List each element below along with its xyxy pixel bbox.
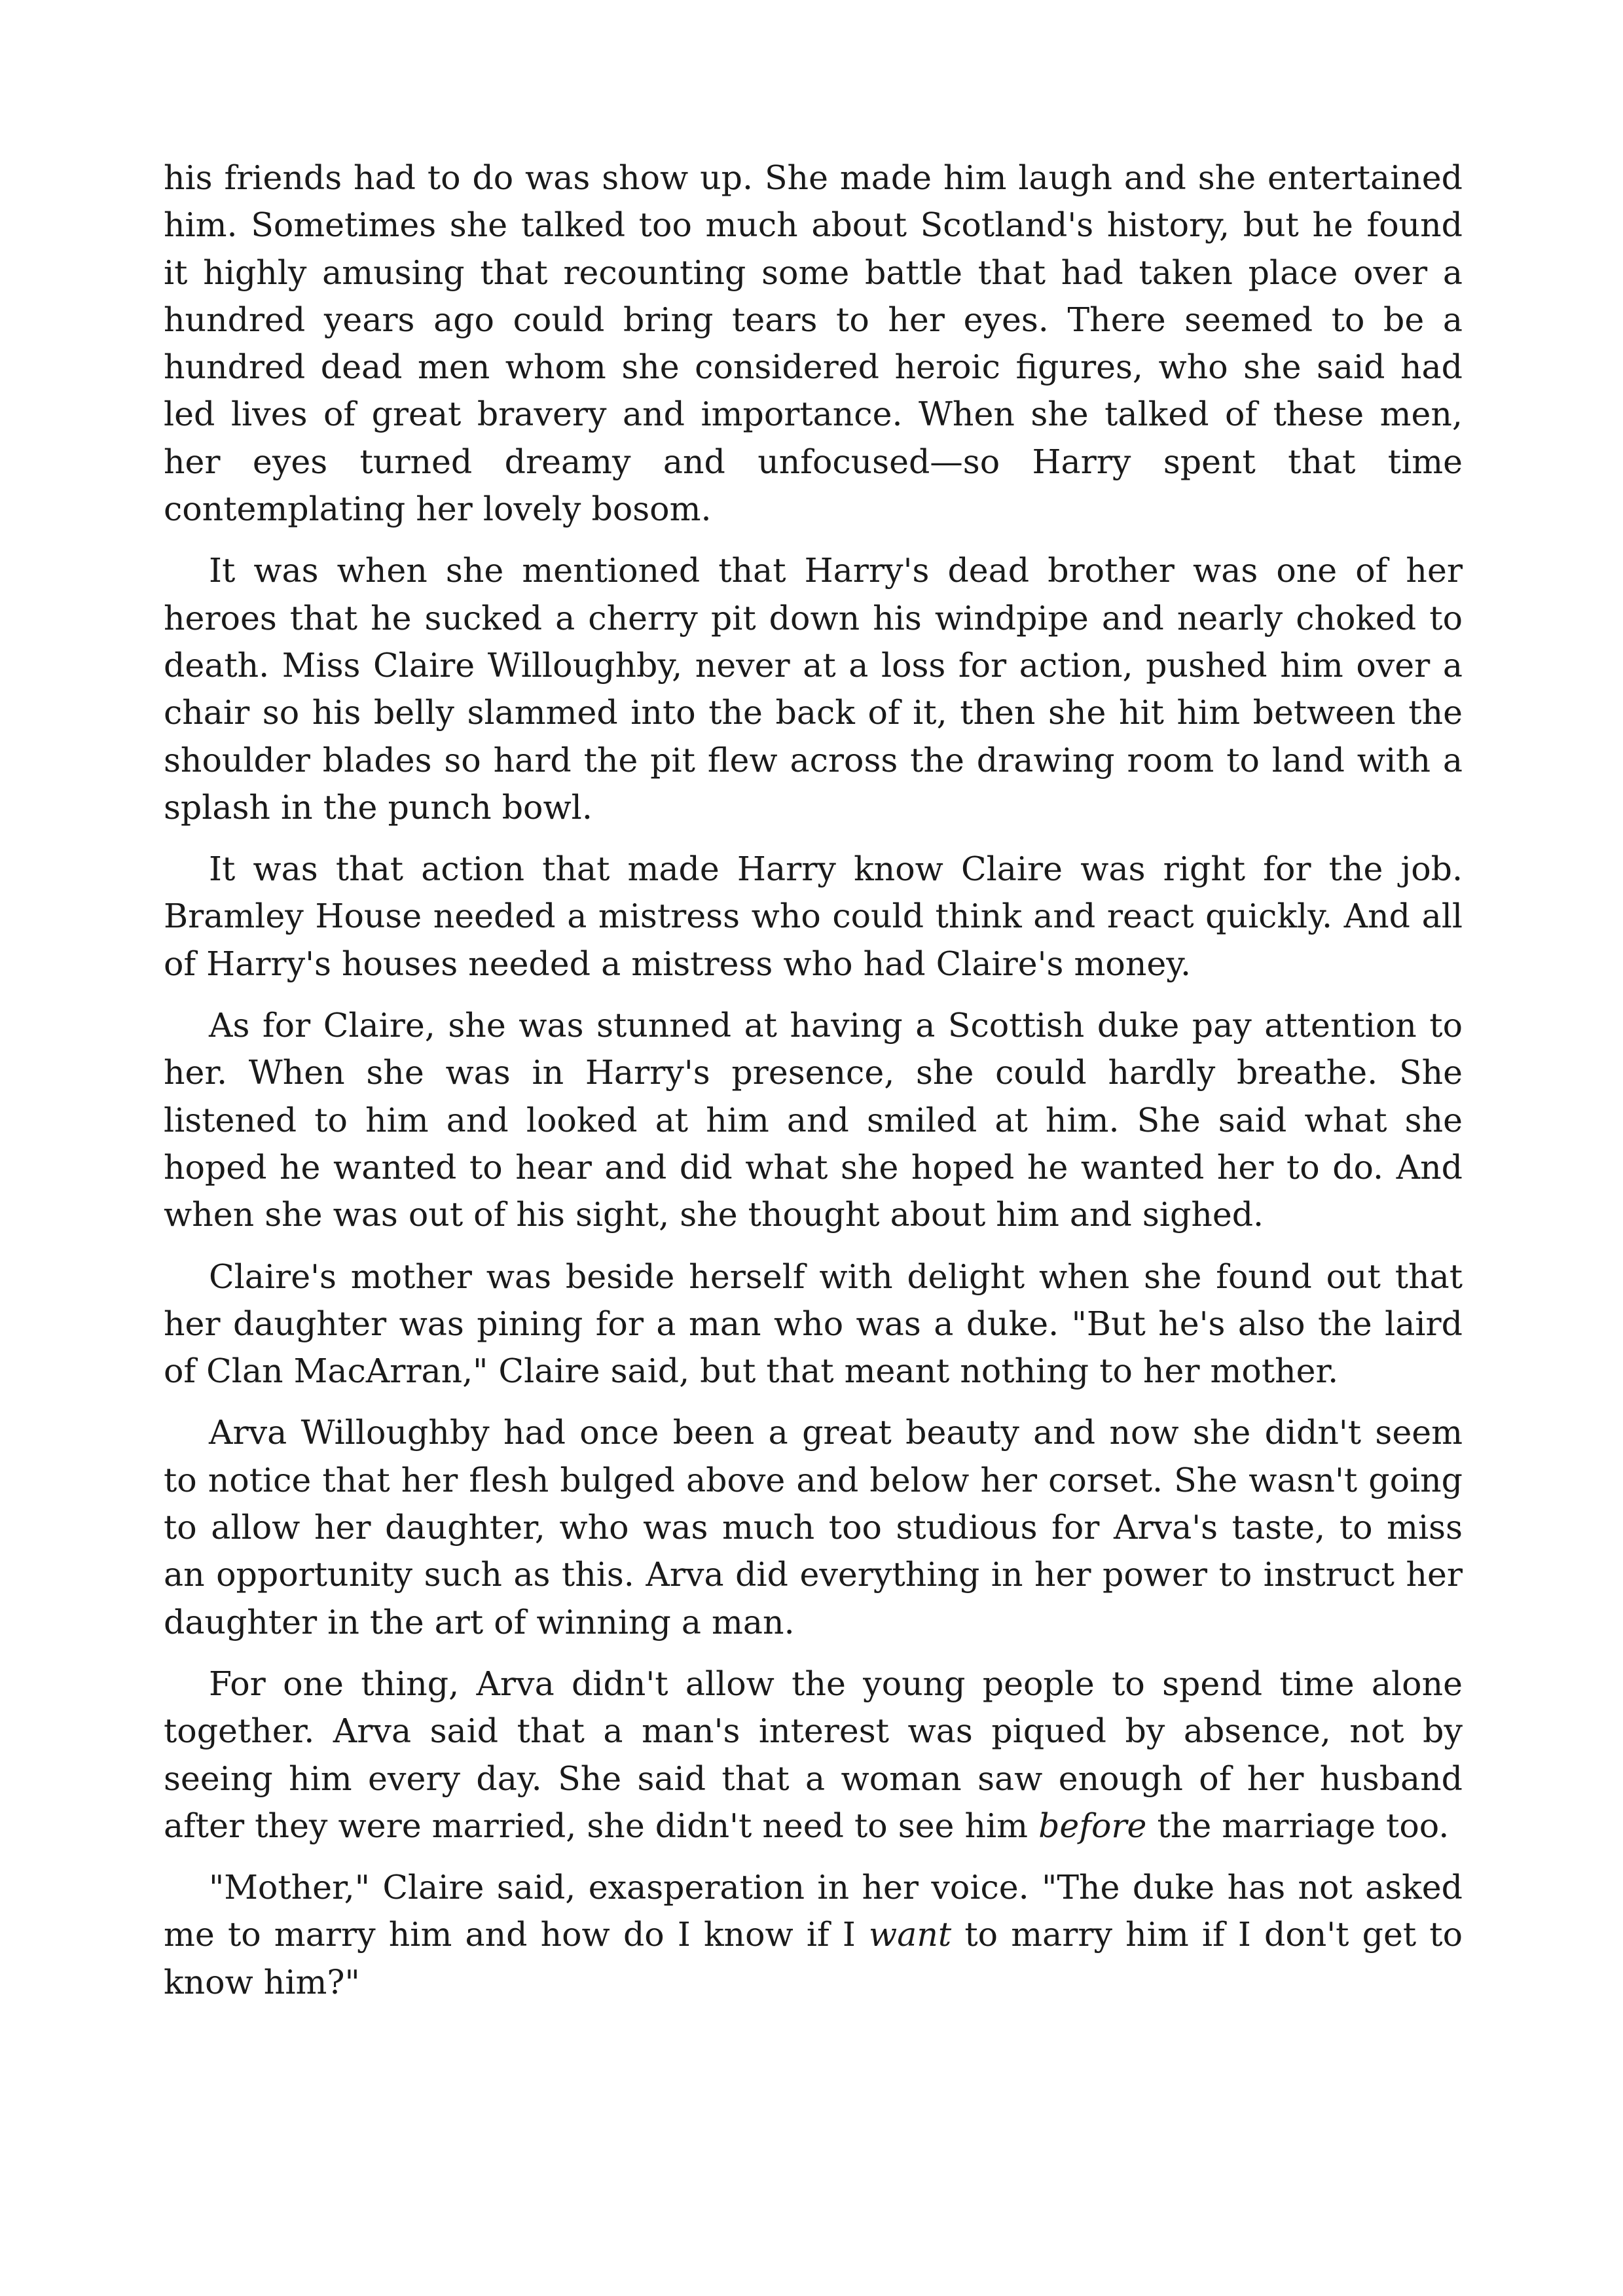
paragraph: [164, 1660, 1463, 1850]
paragraph-text: Claire's mother was beside herself with delight when she found out that her daughter was pining for a man who was a duke. "But he's also the laird of Clan MacArran," Claire said, but that meant nothing to her mother.: [164, 1257, 1463, 1391]
emphasized-word: want: [869, 1915, 952, 1954]
paragraph: [164, 1002, 1463, 1238]
body-text: [164, 154, 1463, 2006]
paragraph: [164, 1253, 1463, 1395]
paragraph-text: For one thing, Arva didn't allow the young people to spend time alone together. Arva said that a man's interest was piqued by absence, not by seeing him every day. She said that a woman saw enough of her husband after they were married, she didn't need to see him: [164, 1664, 1463, 1845]
paragraph: [164, 1864, 1463, 2006]
paragraph-text: the marriage too.: [1146, 1806, 1450, 1845]
paragraph: [164, 846, 1463, 988]
paragraph-text: It was when she mentioned that Harry's dead brother was one of her heroes that he sucked a cherry pit down his windpipe and nearly choked to death. Miss Claire Willoughby, never at a loss for action, pushed him over a chair so his belly slammed into the back of it, then she hit him between the shoulder blades so hard the pit flew across the drawing room to land with a splash in the punch bowl.: [164, 551, 1463, 827]
paragraph-text: to marry him if I don't get to know him?": [164, 1915, 1463, 2001]
paragraph-text: "Mother," Claire said, exasperation in her voice. "The duke has not asked me to marry him and how do I know if I: [164, 1868, 1463, 1954]
paragraph: [164, 1409, 1463, 1645]
paragraph-text: his friends had to do was show up. She made him laugh and she entertained him. Sometimes she talked too much about Scotland's history, but he found it highly amusing that recounting some battle that had taken place over a hundred years ago could bring tears to her eyes. There seemed to be a hundred dead men whom she considered heroic figures, who she said had led lives of great bravery and importance. When she talked of these men, her eyes turned dreamy and unfocused—so Harry spent that time contemplating her lovely bosom.: [164, 158, 1463, 529]
emphasized-word: before: [1038, 1806, 1147, 1845]
paragraph: [164, 154, 1463, 533]
paragraph: [164, 547, 1463, 831]
paragraph-text: Arva Willoughby had once been a great beauty and now she didn't seem to notice that her flesh bulged above and below her corset. She wasn't going to allow her daughter, who was much too studious for Arva's taste, to miss an opportunity such as this. Arva did everything in her power to instruct her daughter in the art of winning a man.: [164, 1413, 1463, 1641]
paragraph-text: It was that action that made Harry know Claire was right for the job. Bramley House needed a mistress who could think and react quickly. And all of Harry's houses needed a mistress who had Claire's money.: [164, 850, 1463, 983]
paragraph-text: As for Claire, she was stunned at having a Scottish duke pay attention to her. When she was in Harry's presence, she could hardly breathe. She listened to him and looked at him and smiled at him. She said what she hoped he wanted to hear and did what she hoped he wanted her to do. And when she was out of his sight, she thought about him and sighed.: [164, 1006, 1463, 1234]
